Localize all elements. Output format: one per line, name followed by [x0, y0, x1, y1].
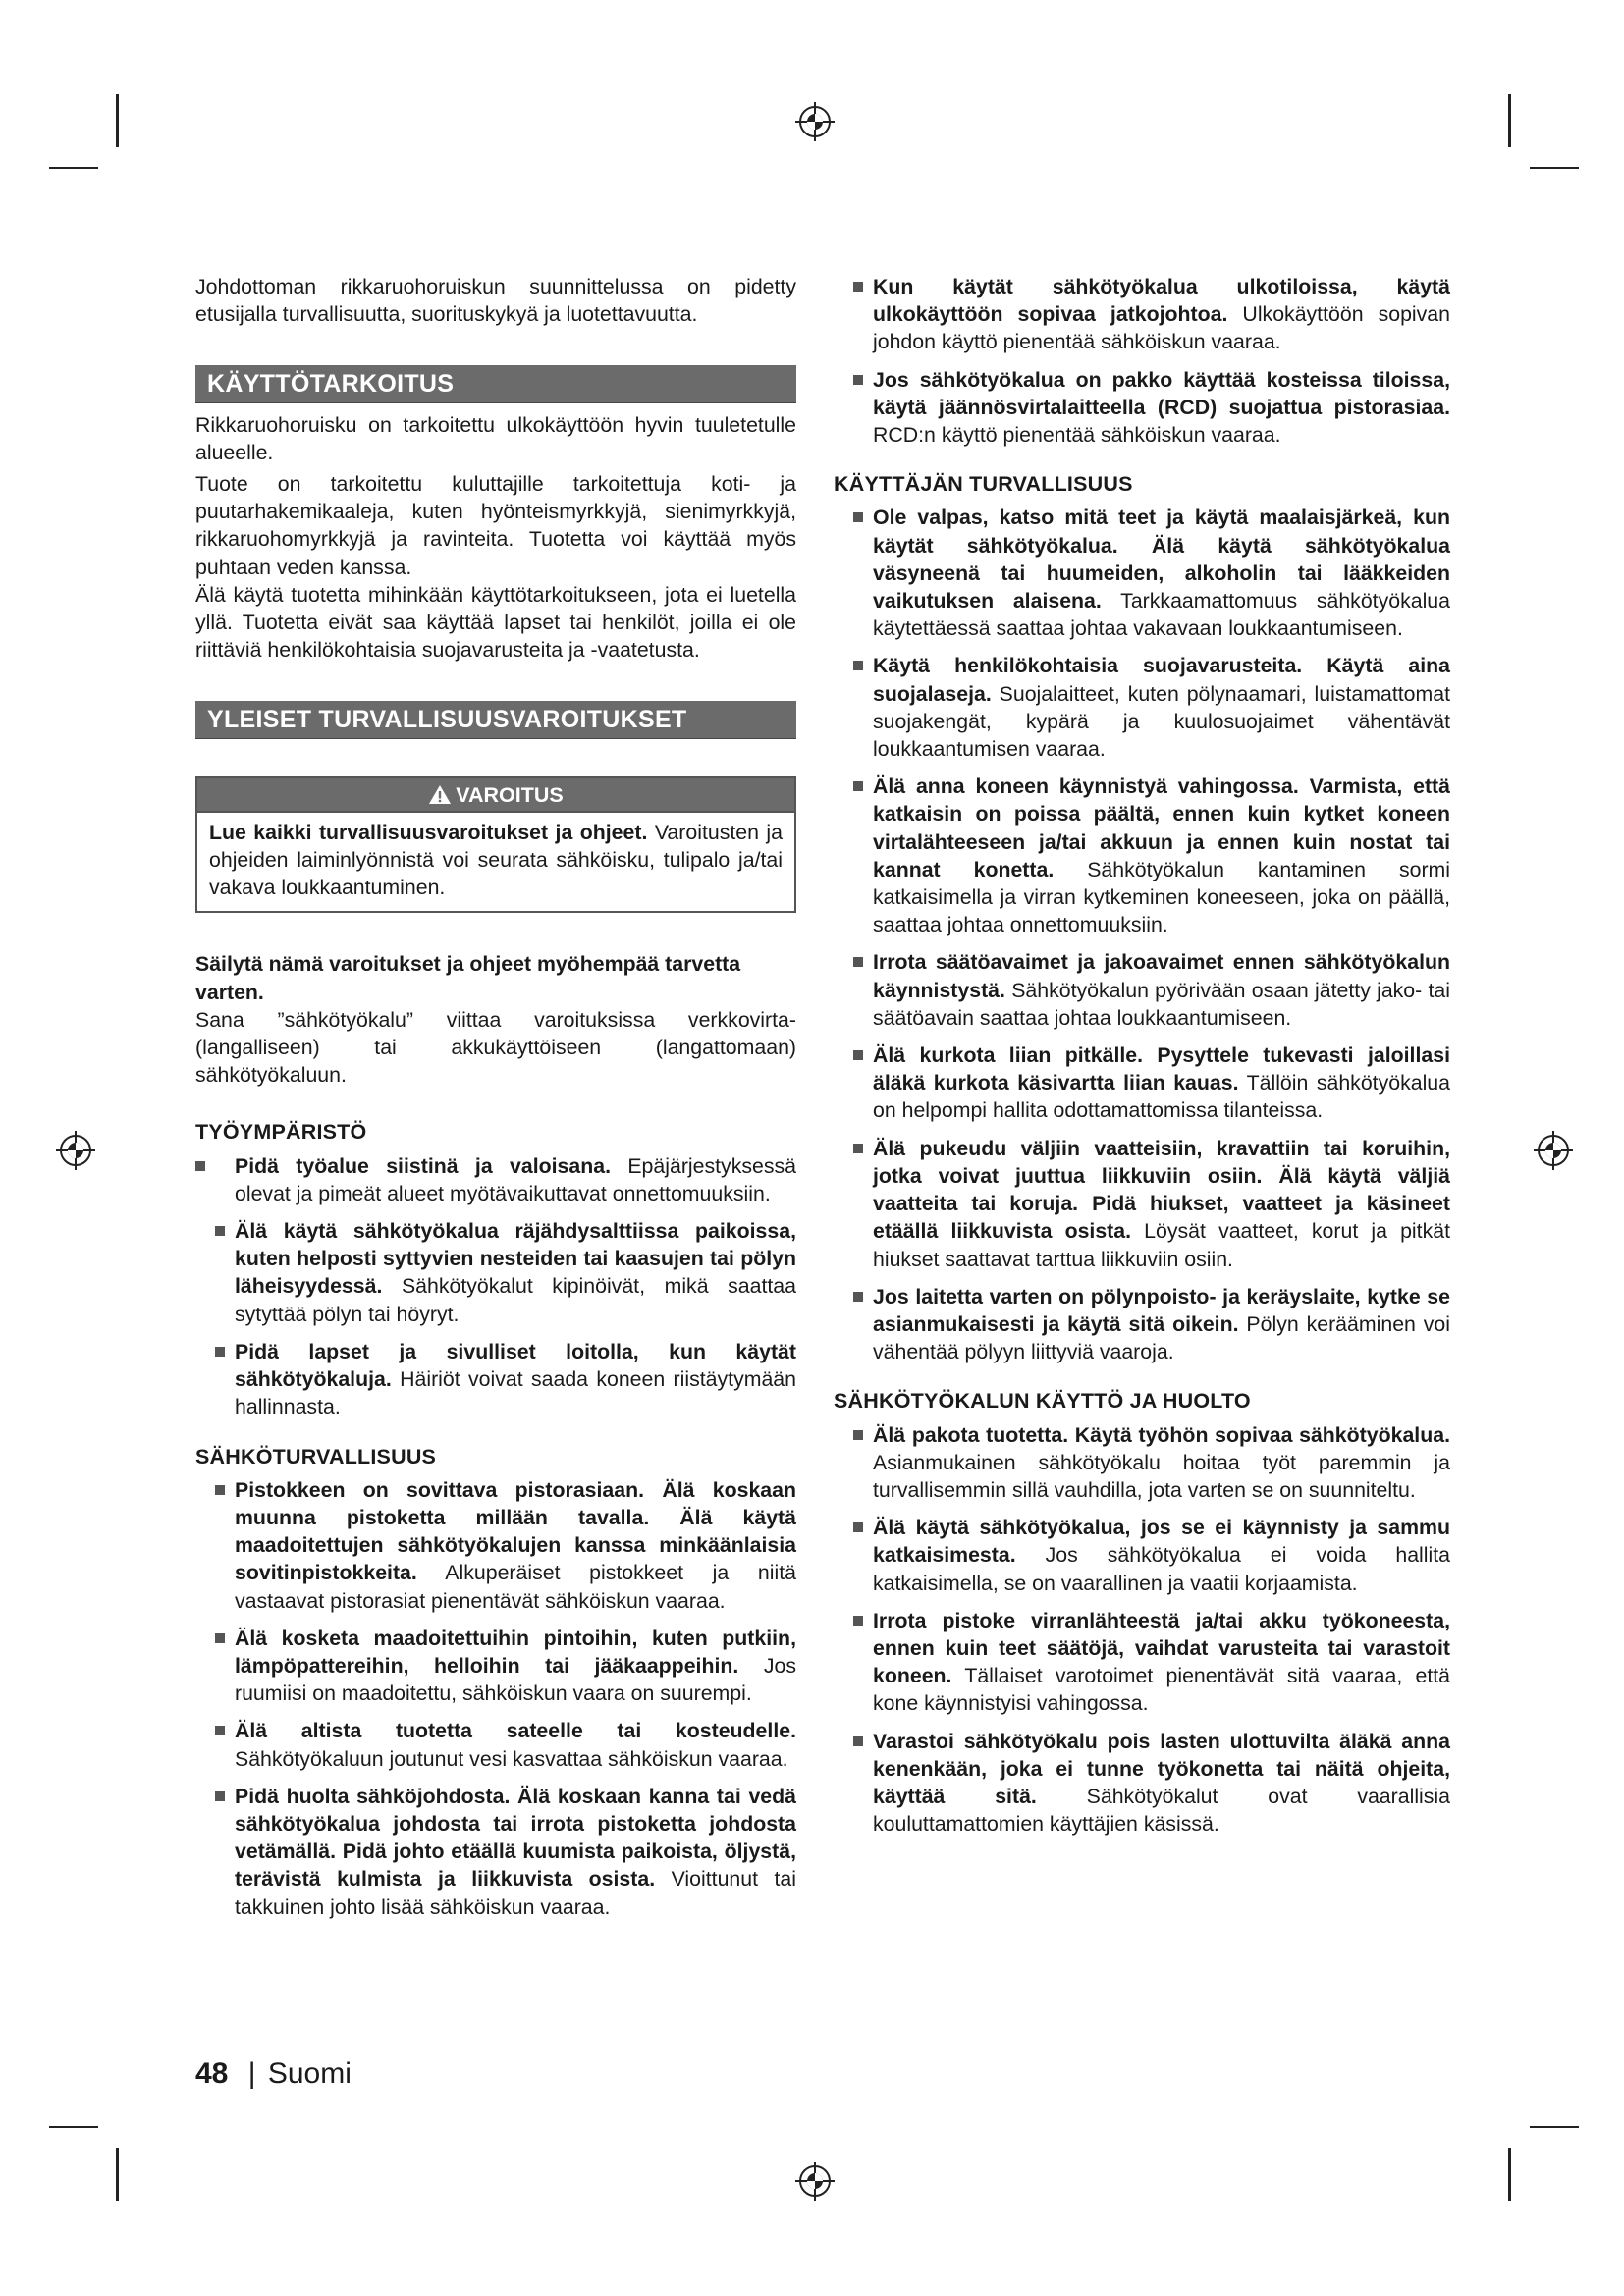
list-item: Irrota säätöavaimet ja jakoavaimet ennen sähkötyökalun käynnistystä. Sähkötyökalun pyörivään osaan jätetty jako- tai säätöavain saattaa johtaa loukkaantumiseen.: [834, 948, 1450, 1032]
list-item: Pidä huolta sähköjohdosta. Älä koskaan kanna tai vedä sähkötyökalua johdosta tai irrota pistoketta johdosta vetämällä. Pidä johto etäällä kuumista paikoista, öljystä, terävistä kulmista ja liikkuvista osista. Vioittunut tai takkuinen johto lisää sähköiskun vaaraa.: [195, 1783, 796, 1921]
registration-mark-icon: [793, 2160, 837, 2203]
subheading-electrical: SÄHKÖTURVALLISUUS: [195, 1444, 437, 1468]
right-column: [834, 273, 1450, 1847]
usage-paragraph: Älä käytä tuotetta mihinkään käyttötarkoitukseen, jota ei luetella yllä. Tuotetta eivät saa käyttää lapset tai henkilöt, joilla ei ole riittäviä henkilökohtaisia suojavarusteita ja -vaatetusta.: [195, 582, 796, 663]
footer-separator: |: [247, 2057, 256, 2090]
list-item: Jos sähkötyökalua on pakko käyttää kosteissa tiloissa, käytä jäännösvirtalaitteella (RCD) suojattua pistorasiaa. RCD:n käyttö pienentää sähköiskun vaaraa.: [834, 366, 1450, 450]
bullet-square-icon: [215, 1633, 225, 1643]
bullet-square-icon: [853, 1050, 863, 1060]
list-item: Kun käytät sähkötyökalua ulkotiloissa, käytä ulkokäyttöön sopivaa jatkojohtoa. Ulkokäyttöön sopivan johdon käyttö pienentää sähköiskun vaaraa.: [834, 273, 1450, 356]
bullet-square-icon: [215, 1485, 225, 1495]
registration-mark-icon: [793, 100, 837, 143]
list-item: Älä kosketa maadoitettuihin pintoihin, kuten putkiin, lämpöpattereihin, helloihin tai jääkaappeihin. Jos ruumiisi on maadoitettu, sähköiskun vaara on suurempi.: [195, 1625, 796, 1708]
crop-mark: [1530, 167, 1579, 169]
warning-header: [197, 778, 794, 813]
bullet-square-icon: [215, 1347, 225, 1357]
usage-paragraph: Tuote on tarkoitettu kuluttajille tarkoitettuja koti- ja puutarhakemikaaleja, kuten hyönteismyrkkyjä, sienimyrkkyjä, rikkaruohomyrkkyjä ja ravinteita. Tuotetta voi käyttää myös puhtaan veden kanssa.: [195, 472, 796, 579]
page-footer: [195, 2057, 352, 2091]
bullet-square-icon: [853, 1430, 863, 1440]
page-number: 48: [195, 2057, 229, 2090]
list-item: Älä altista tuotetta sateelle tai kosteudelle. Sähkötyökaluun joutunut vesi kasvattaa sähköiskun vaaraa.: [195, 1717, 796, 1772]
bullet-square-icon: [853, 661, 863, 670]
warning-body: [197, 813, 794, 912]
footer-language: Suomi: [267, 2057, 352, 2090]
registration-mark-icon: [1532, 1129, 1575, 1172]
list-item: Älä anna koneen käynnistyä vahingossa. Varmista, että katkaisin on poissa päältä, ennen kuin kytket koneen virtalähteeseen ja/tai akkuun ja ennen kuin nostat tai kannat konetta. Sähkötyökalun kantaminen sormi katkaisimella ja virran kytkeminen koneeseen, joka on päällä, saattaa johtaa onnettomuuksiin.: [834, 773, 1450, 938]
list-item: Pistokkeen on sovittava pistorasiaan. Älä koskaan muunna pistoketta millään tavalla. Älä käytä maadoitettujen sähkötyökalujen kanssa minkäänlaisia sovitinpistokkeita. Alkuperäiset pistokkeet ja niitä vastaavat pistorasiat pienentävät sähköiskun vaaraa.: [195, 1476, 796, 1615]
list-item: Ole valpas, katso mitä teet ja käytä maalaisjärkeä, kun käytät sähkötyökalua. Älä käytä sähkötyökalua väsyneenä tai huumeiden, alkoholin tai lääkkeiden vaikutuksen alaisena. Tarkkaamattomuus sähkötyökalua käytettäessä saattaa johtaa vakavaan loukkaantumiseen.: [834, 504, 1450, 642]
term-definition: Sana ”sähkötyökalu” viittaa varoituksissa verkkovirta- (langalliseen) tai akkukäyttöiseen (langattomaan) sähkötyökaluun.: [195, 1007, 796, 1088]
list-item: Pidä työalue siistinä ja valoisana. Epäjärjestyksessä olevat ja pimeät alueet myötävaikuttavat onnettomuuksiin.: [195, 1152, 796, 1207]
list-item: Älä pukeudu väljiin vaatteisiin, kravattiin tai koruihin, jotka voivat juuttua liikkuviin osiin. Älä käytä väljiä vaatteita tai koruja. Pidä hiukset, vaatteet ja käsineet etäällä liikkuvista osista. Löysät vaatteet, korut ja pitkät hiukset saattavat tarttua liikkuviin osiin.: [834, 1135, 1450, 1273]
bullet-square-icon: [215, 1791, 225, 1801]
warning-bold-text: Lue kaikki turvallisuusvaroitukset ja ohjeet.: [209, 820, 648, 844]
subheading-personal-safety: KÄYTTÄJÄN TURVALLISUUS: [834, 472, 1133, 497]
bullet-square-icon: [853, 957, 863, 967]
list-item: Älä käytä sähkötyökalua, jos se ei käynnisty ja sammu katkaisimesta. Jos sähkötyökalua ei voida hallita katkaisimella, se on vaarallinen ja vaatii korjaamista.: [834, 1514, 1450, 1597]
list-item: Pidä lapset ja sivulliset loitolla, kun käytät sähkötyökaluja. Häiriöt voivat saada koneen riistäytymään hallinnasta.: [195, 1338, 796, 1421]
warning-text: Varoitusten ja ohjeiden laiminlyönnistä voi seurata sähköisku, tulipalo ja/tai vakava loukkaantuminen.: [209, 820, 783, 900]
list-item: Irrota pistoke virranlähteestä ja/tai akku työkoneesta, ennen kuin teet säätöjä, vaihdat varusteita tai varastoit koneen. Tällaiset varotoimet pienentävät sitä vaaraa, että kone käynnistyisi vahingossa.: [834, 1607, 1450, 1718]
crop-mark: [116, 94, 119, 147]
warning-box: [195, 776, 796, 914]
bullet-square-icon: [853, 282, 863, 292]
bullet-square-icon: [195, 1161, 205, 1171]
registration-mark-icon: [54, 1129, 97, 1172]
crop-mark: [49, 2126, 98, 2128]
bullet-square-icon: [853, 375, 863, 385]
keep-instructions: [195, 950, 796, 1005]
list-item: Älä kurkota liian pitkälle. Pysyttele tukevasti jaloillasi äläkä kurkota käsivartta liian kauas. Tällöin sähkötyökalua on helpompi hallita odottamattomissa tilanteissa.: [834, 1041, 1450, 1125]
list-item: Jos laitetta varten on pölynpoisto- ja keräyslaite, kytke se asianmukaisesti ja käytä sitä oikein. Pölyn kerääminen voi vähentää pölyyn liittyviä vaaroja.: [834, 1283, 1450, 1366]
bullet-square-icon: [853, 1616, 863, 1626]
section-heading-general-safety: YLEISET TURVALLISUUSVAROITUKSET: [195, 701, 796, 738]
list-item: Älä käytä sähkötyökalua räjähdysalttiissa paikoissa, kuten helposti syttyvien nesteiden tai kaasujen tai pölyn läheisyydessä. Sähkötyökalut kipinöivät, mikä saattaa sytyttää pölyn tai höyryt.: [195, 1217, 796, 1328]
bullet-square-icon: [853, 1144, 863, 1153]
usage-paragraph: Rikkaruohoruisku on tarkoitettu ulkokäyttöön hyvin tuuletetulle alueelle.: [195, 412, 796, 464]
crop-mark: [1530, 2126, 1579, 2128]
crop-mark: [116, 2148, 119, 2201]
bullet-square-icon: [215, 1226, 225, 1236]
subheading-tool-use: SÄHKÖTYÖKALUN KÄYTTÖ JA HUOLTO: [834, 1389, 1251, 1414]
warning-triangle-icon: [428, 784, 452, 805]
subheading-work-area: TYÖYMPÄRISTÖ: [195, 1120, 367, 1145]
bullet-square-icon: [853, 1292, 863, 1302]
list-item: Älä pakota tuotetta. Käytä työhön sopivaa sähkötyökalua. Asianmukainen sähkötyökalu hoitaa työt paremmin ja turvallisemmin sillä vauhdilla, jota varten se on suunniteltu.: [834, 1421, 1450, 1505]
keep-instructions-bold: Säilytä nämä varoitukset ja ohjeet myöhempää tarvetta varten.: [195, 952, 741, 1004]
crop-mark: [49, 167, 98, 169]
warning-label: VAROITUS: [456, 782, 564, 807]
list-item: Varastoi sähkötyökalu pois lasten ulottuvilta äläkä anna kenenkään, joka ei tunne työkonetta tai näitä ohjeita, käyttää sitä. Sähkötyökalut ovat vaarallisia kouluttamattomien käyttäjien käsissä.: [834, 1728, 1450, 1839]
section-heading-usage: KÄYTTÖTARKOITUS: [195, 365, 796, 402]
bullet-square-icon: [853, 1522, 863, 1532]
bullet-square-icon: [215, 1726, 225, 1735]
left-column: [195, 273, 796, 1931]
crop-mark: [1508, 2148, 1511, 2201]
bullet-square-icon: [853, 781, 863, 791]
crop-mark: [1508, 94, 1511, 147]
list-item: Käytä henkilökohtaisia suojavarusteita. Käytä aina suojalaseja. Suojalaitteet, kuten pölynaamari, luistamattomat suojakengät, kypärä ja kuulosuojaimet vähentävät loukkaantumisen vaaraa.: [834, 652, 1450, 763]
bullet-square-icon: [853, 1736, 863, 1746]
intro-paragraph: Johdottoman rikkaruohoruiskun suunnittelussa on pidetty etusijalla turvallisuutta, suorituskykyä ja luotettavuutta.: [195, 275, 796, 327]
bullet-square-icon: [853, 512, 863, 522]
